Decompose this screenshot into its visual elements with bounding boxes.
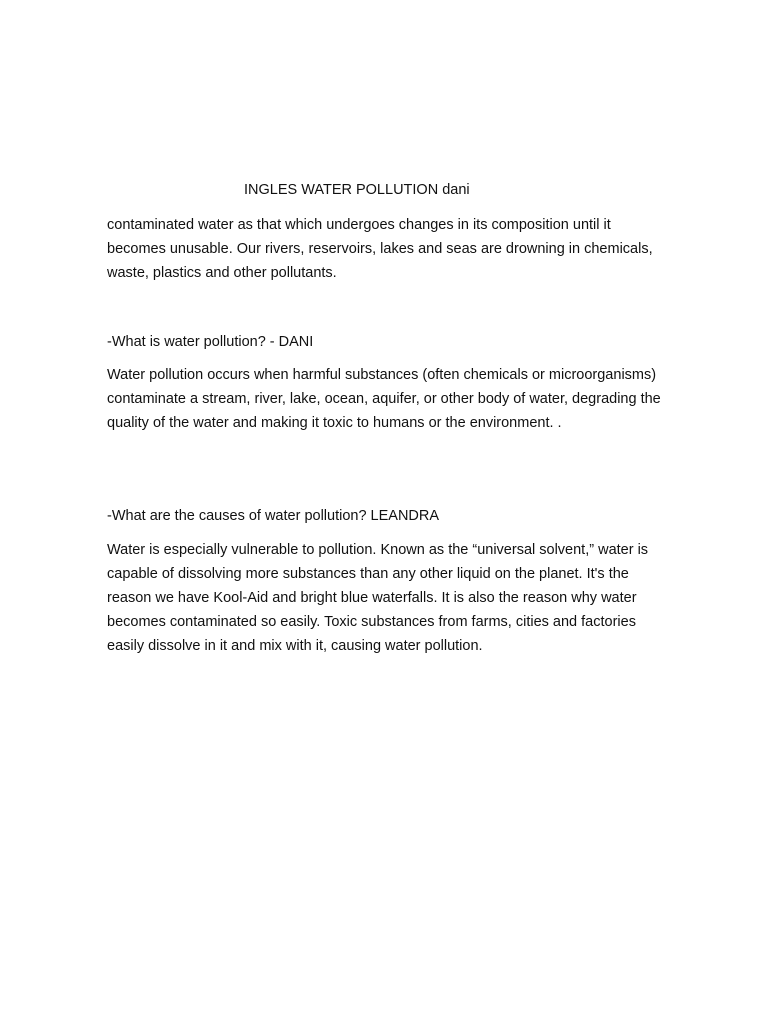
section-body-causes: Water is especially vulnerable to pollution. Known as the “universal solvent,” water is capable of dissolving more substances than any other liquid on the planet. It's the reason we have Kool-Aid and bright blue waterfalls. It is also the reason why water becomes contaminated so easily. Toxic substances from farms, cities and factories easily dissolve in it and mix with it, causing water pollution.	[107, 542, 649, 654]
section-heading-causes: -What are the causes of water pollution? LEANDRA	[107, 508, 440, 524]
section-heading-what-is: -What is water pollution? - DANI	[107, 334, 314, 350]
section-body-what-is: Water pollution occurs when harmful substances (often chemicals or microorganisms) contaminate a stream, river, lake, ocean, aquifer, or other body of water, degrading the quality of the water and making it toxic to humans or the environment. .	[107, 367, 661, 431]
document-title: INGLES WATER POLLUTION dani	[244, 182, 470, 198]
intro-paragraph: contaminated water as that which undergoes changes in its composition until it becomes unusable. Our rivers, reservoirs, lakes and seas are drowning in chemicals, waste, plastics and other pollutants.	[107, 217, 653, 281]
